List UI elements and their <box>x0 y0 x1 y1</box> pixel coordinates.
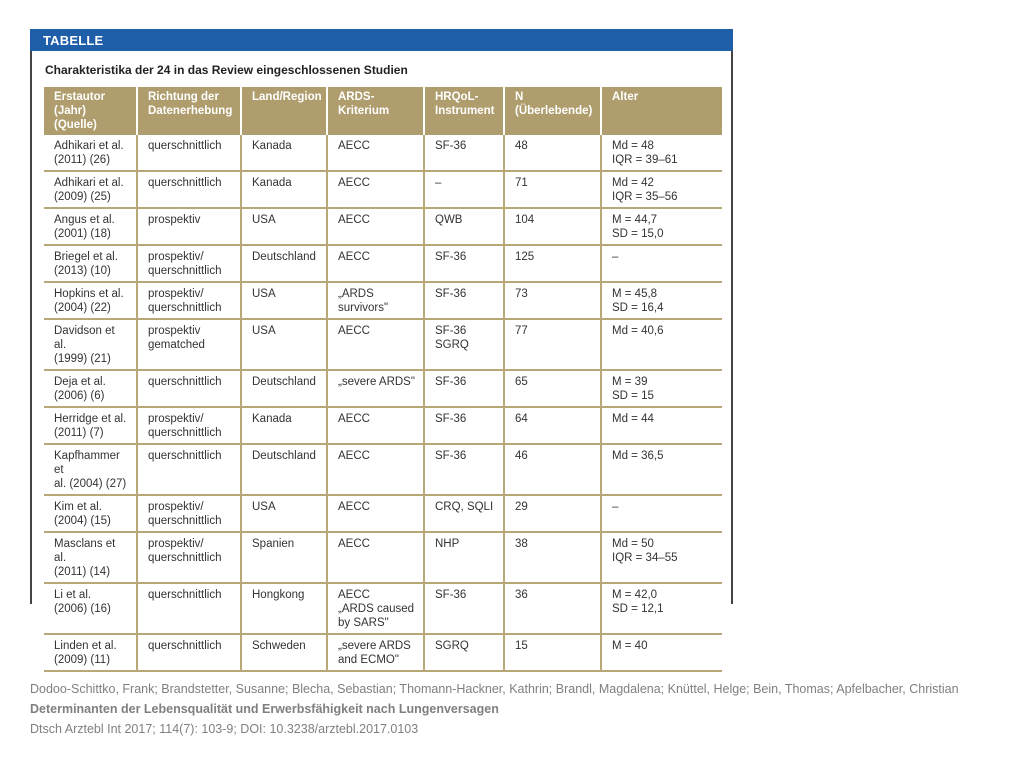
citation-source: Dtsch Arztebl Int 2017; 114(7): 103-9; DOI: 10.3238/arztebl.2017.0103 <box>30 722 419 736</box>
table-body <box>44 135 722 671</box>
table-cell: 77 <box>504 319 601 370</box>
table-cell: AECC <box>327 532 424 583</box>
table-cell: SF-36 <box>424 583 504 634</box>
table-cell: querschnittlich <box>137 634 241 671</box>
column-header: Richtung der Datenerhebung <box>137 87 241 135</box>
citation-title: Determinanten der Lebensqualität und Erwerbsfähigkeit nach Lungenversagen <box>30 702 499 716</box>
column-header: ARDS-Kriterium <box>327 87 424 135</box>
table-cell: prospektiv/ querschnittlich <box>137 407 241 444</box>
table-cell: NHP <box>424 532 504 583</box>
table-cell: SF-36 <box>424 282 504 319</box>
table-cell: prospektiv/ querschnittlich <box>137 532 241 583</box>
table-row <box>44 370 722 407</box>
column-header: Erstautor (Jahr) (Quelle) <box>44 87 137 135</box>
table-cell: CRQ, SQLI <box>424 495 504 532</box>
table-cell: Masclans et al. (2011) (14) <box>44 532 137 583</box>
table-cell: Deja et al. (2006) (6) <box>44 370 137 407</box>
table-cell: AECC <box>327 135 424 171</box>
table-cell: Kanada <box>241 407 327 444</box>
table-cell: 104 <box>504 208 601 245</box>
table-cell: SF-36 SGRQ <box>424 319 504 370</box>
table-cell: 64 <box>504 407 601 444</box>
table-cell: prospektiv/ querschnittlich <box>137 282 241 319</box>
table-cell: Herridge et al. (2011) (7) <box>44 407 137 444</box>
table-row <box>44 135 722 171</box>
table-cell: M = 40 <box>601 634 722 671</box>
table-cell: prospektiv <box>137 208 241 245</box>
table-cell: USA <box>241 282 327 319</box>
table-cell: querschnittlich <box>137 135 241 171</box>
table-cell: M = 45,8 SD = 16,4 <box>601 282 722 319</box>
table-cell: 15 <box>504 634 601 671</box>
table-cell: Hongkong <box>241 583 327 634</box>
table-row <box>44 407 722 444</box>
table-cell: AECC <box>327 407 424 444</box>
table-cell: Li et al. (2006) (16) <box>44 583 137 634</box>
table-cell: 29 <box>504 495 601 532</box>
table-cell: 71 <box>504 171 601 208</box>
table-row <box>44 245 722 282</box>
table-cell: Md = 42 IQR = 35–56 <box>601 171 722 208</box>
table-cell: Davidson et al. (1999) (21) <box>44 319 137 370</box>
table-cell: „ARDS survivors" <box>327 282 424 319</box>
table-cell: SF-36 <box>424 407 504 444</box>
table-cell: querschnittlich <box>137 370 241 407</box>
column-header: Alter <box>601 87 722 135</box>
table-row <box>44 444 722 495</box>
table-cell: Linden et al. (2009) (11) <box>44 634 137 671</box>
table-cell: USA <box>241 495 327 532</box>
table-cell: Adhikari et al. (2009) (25) <box>44 171 137 208</box>
table-cell: Briegel et al. (2013) (10) <box>44 245 137 282</box>
column-header: N (Überlebende) <box>504 87 601 135</box>
table-cell: SF-36 <box>424 370 504 407</box>
table-row <box>44 532 722 583</box>
table-cell: Md = 50 IQR = 34–55 <box>601 532 722 583</box>
table-cell: SF-36 <box>424 135 504 171</box>
table-cell: Deutschland <box>241 245 327 282</box>
table-cell: USA <box>241 208 327 245</box>
table-cell: Md = 44 <box>601 407 722 444</box>
table-cell: Schweden <box>241 634 327 671</box>
table-row <box>44 282 722 319</box>
figure-body <box>30 51 733 666</box>
citation <box>30 679 1000 739</box>
table-cell: Md = 36,5 <box>601 444 722 495</box>
table-figure <box>30 29 733 666</box>
table-cell: AECC „ARDS caused by SARS" <box>327 583 424 634</box>
table-cell: 73 <box>504 282 601 319</box>
table-row <box>44 495 722 532</box>
table-cell: 46 <box>504 444 601 495</box>
table-cell: 48 <box>504 135 601 171</box>
table-cell: 38 <box>504 532 601 583</box>
table-cell: 65 <box>504 370 601 407</box>
table-cell: AECC <box>327 495 424 532</box>
table-cell: M = 44,7 SD = 15,0 <box>601 208 722 245</box>
table-row <box>44 171 722 208</box>
column-header: HRQoL- Instrument <box>424 87 504 135</box>
table-cell: prospektiv/ querschnittlich <box>137 245 241 282</box>
table-cell: Md = 40,6 <box>601 319 722 370</box>
table-cell: – <box>601 245 722 282</box>
table-row <box>44 634 722 671</box>
table-header-row <box>44 87 722 135</box>
table-cell: SF-36 <box>424 444 504 495</box>
table-cell: – <box>601 495 722 532</box>
table-cell: AECC <box>327 208 424 245</box>
table-cell: Kim et al. (2004) (15) <box>44 495 137 532</box>
figure-header: TABELLE <box>30 29 733 51</box>
table-cell: Md = 48 IQR = 39–61 <box>601 135 722 171</box>
table-cell: prospektiv/ querschnittlich <box>137 495 241 532</box>
table-cell: „severe ARDS and ECMO" <box>327 634 424 671</box>
table-cell: SF-36 <box>424 245 504 282</box>
table-row <box>44 208 722 245</box>
table-cell: 125 <box>504 245 601 282</box>
citation-authors: Dodoo-Schittko, Frank; Brandstetter, Susanne; Blecha, Sebastian; Thomann-Hackner, Kathrin; Brandl, Magdalena; Knüttel, Helge; Bein, Thomas; Apfelbacher, Christian <box>30 682 959 696</box>
table-cell: querschnittlich <box>137 583 241 634</box>
table-cell: Deutschland <box>241 370 327 407</box>
table-cell: SGRQ <box>424 634 504 671</box>
table-cell: Kanada <box>241 171 327 208</box>
table-cell: Adhikari et al. (2011) (26) <box>44 135 137 171</box>
table-cell: 36 <box>504 583 601 634</box>
table-cell: M = 42,0 SD = 12,1 <box>601 583 722 634</box>
table-cell: Kanada <box>241 135 327 171</box>
table-row <box>44 319 722 370</box>
table-cell: AECC <box>327 319 424 370</box>
table-cell: – <box>424 171 504 208</box>
column-header: Land/Region <box>241 87 327 135</box>
table-cell: AECC <box>327 444 424 495</box>
table-cell: „severe ARDS" <box>327 370 424 407</box>
table-cell: Kapfhammer et al. (2004) (27) <box>44 444 137 495</box>
table-cell: Hopkins et al. (2004) (22) <box>44 282 137 319</box>
table-cell: AECC <box>327 245 424 282</box>
table-cell: M = 39 SD = 15 <box>601 370 722 407</box>
table-cell: querschnittlich <box>137 444 241 495</box>
table-cell: QWB <box>424 208 504 245</box>
table-caption: Charakteristika der 24 in das Review eingeschlossenen Studien <box>45 63 408 77</box>
table-cell: querschnittlich <box>137 171 241 208</box>
table-cell: USA <box>241 319 327 370</box>
studies-table <box>44 87 722 672</box>
table-cell: AECC <box>327 171 424 208</box>
table-row <box>44 583 722 634</box>
table-cell: Deutschland <box>241 444 327 495</box>
table-cell: Angus et al. (2001) (18) <box>44 208 137 245</box>
table-cell: Spanien <box>241 532 327 583</box>
table-cell: prospektiv gematched <box>137 319 241 370</box>
